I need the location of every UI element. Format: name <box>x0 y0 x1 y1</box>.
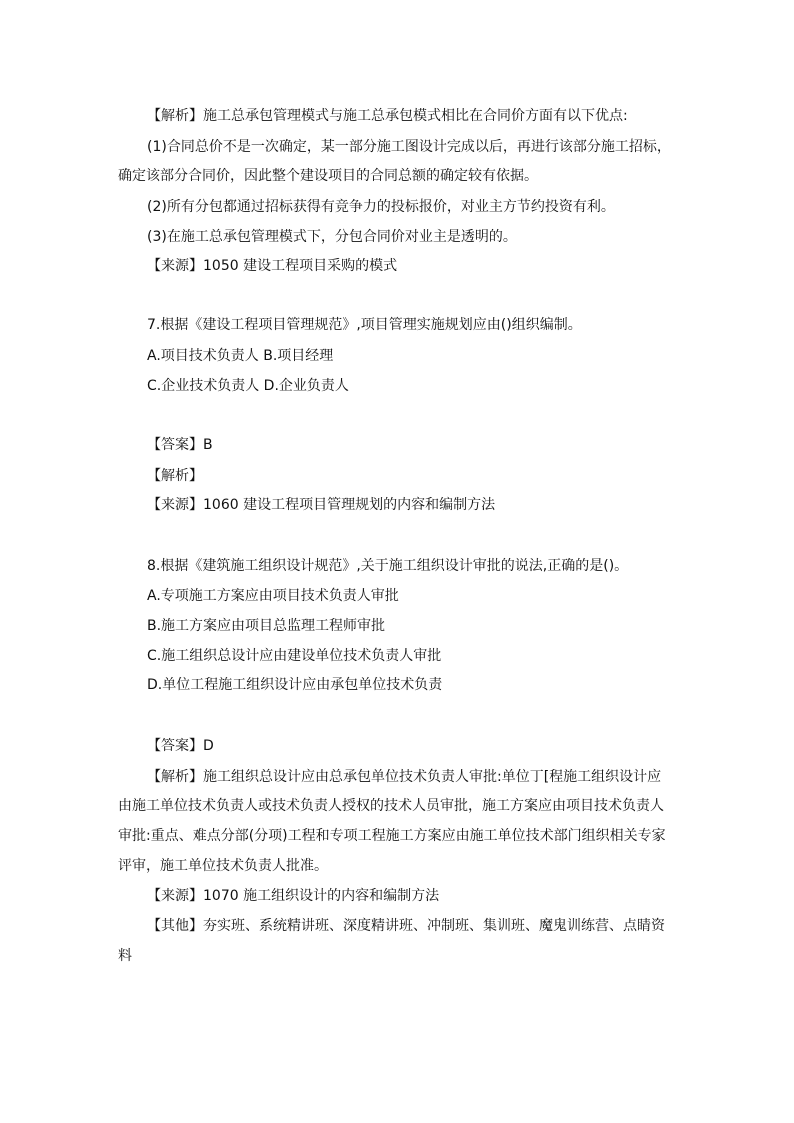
other-line: 【其他】夯实班、系统精讲班、深度精讲班、冲制班、集训班、魔鬼训练营、点睛资 <box>147 918 665 934</box>
point-3-line: (3)在施工总承包管理模式下，分包合同价对业主是透明的。 <box>147 229 517 245</box>
question-7-options-ab: A.项目技术负责人 B.项目经理 <box>147 348 334 364</box>
point-1-continuation: 确定该部分合同价，因此整个建设项目的合同总额的确定较有依据。 <box>118 168 538 184</box>
analysis-line: 【解析】 <box>147 468 203 484</box>
answer-line: 【答案】D <box>147 738 214 754</box>
answer-line: 【答案】B <box>147 437 213 453</box>
point-1-line: (1)合同总价不是一次确定，某一部分施工图设计完成以后，再进行该部分施工招标， <box>147 139 671 155</box>
question-8: 8.根据《建筑施工组织设计规范》,关于施工组织设计审批的说法,正确的是()。 <box>147 558 629 574</box>
question-7-options-cd: C.企业技术负责人 D.企业负责人 <box>147 378 349 394</box>
analysis-continuation: 审批:重点、难点分部(分项)工程和专项工程施工方案应由施工单位技术部门组织相关专家 <box>118 828 666 844</box>
question-7: 7.根据《建设工程项目管理规范》,项目管理实施规划应由()组织编制。 <box>147 317 582 333</box>
question-8-option-b: B.施工方案应由项目总监理工程师审批 <box>147 618 386 634</box>
analysis-line: 【解析】施工总承包管理模式与施工总承包模式相比在合同价方面有以下优点: <box>147 108 628 124</box>
other-continuation: 料 <box>118 948 132 964</box>
question-8-option-c: C.施工组织总设计应由建设单位技术负责人审批 <box>147 648 442 664</box>
question-8-option-d: D.单位工程施工组织设计应由承包单位技术负责 <box>147 677 443 693</box>
source-line: 【来源】1050 建设工程项目采购的模式 <box>147 258 398 274</box>
source-line: 【来源】1060 建设工程项目管理规划的内容和编制方法 <box>147 497 496 513</box>
point-2-line: (2)所有分包都通过招标获得有竞争力的投标报价，对业主方节约投资有利。 <box>147 199 615 215</box>
analysis-line: 【解析】施工组织总设计应由总承包单位技术负责人审批:单位丁[程施工组织设计应 <box>147 769 662 785</box>
question-8-option-a: A.专项施工方案应由项目技术负责人审批 <box>147 588 399 604</box>
analysis-continuation: 评审，施工单位技术负责人批准。 <box>118 858 328 874</box>
analysis-continuation: 由施工单位技术负责人或技术负责人授权的技术人员审批，施工方案应由项目技术负责人 <box>118 798 664 814</box>
source-line: 【来源】1070 施工组织设计的内容和编制方法 <box>147 888 440 904</box>
